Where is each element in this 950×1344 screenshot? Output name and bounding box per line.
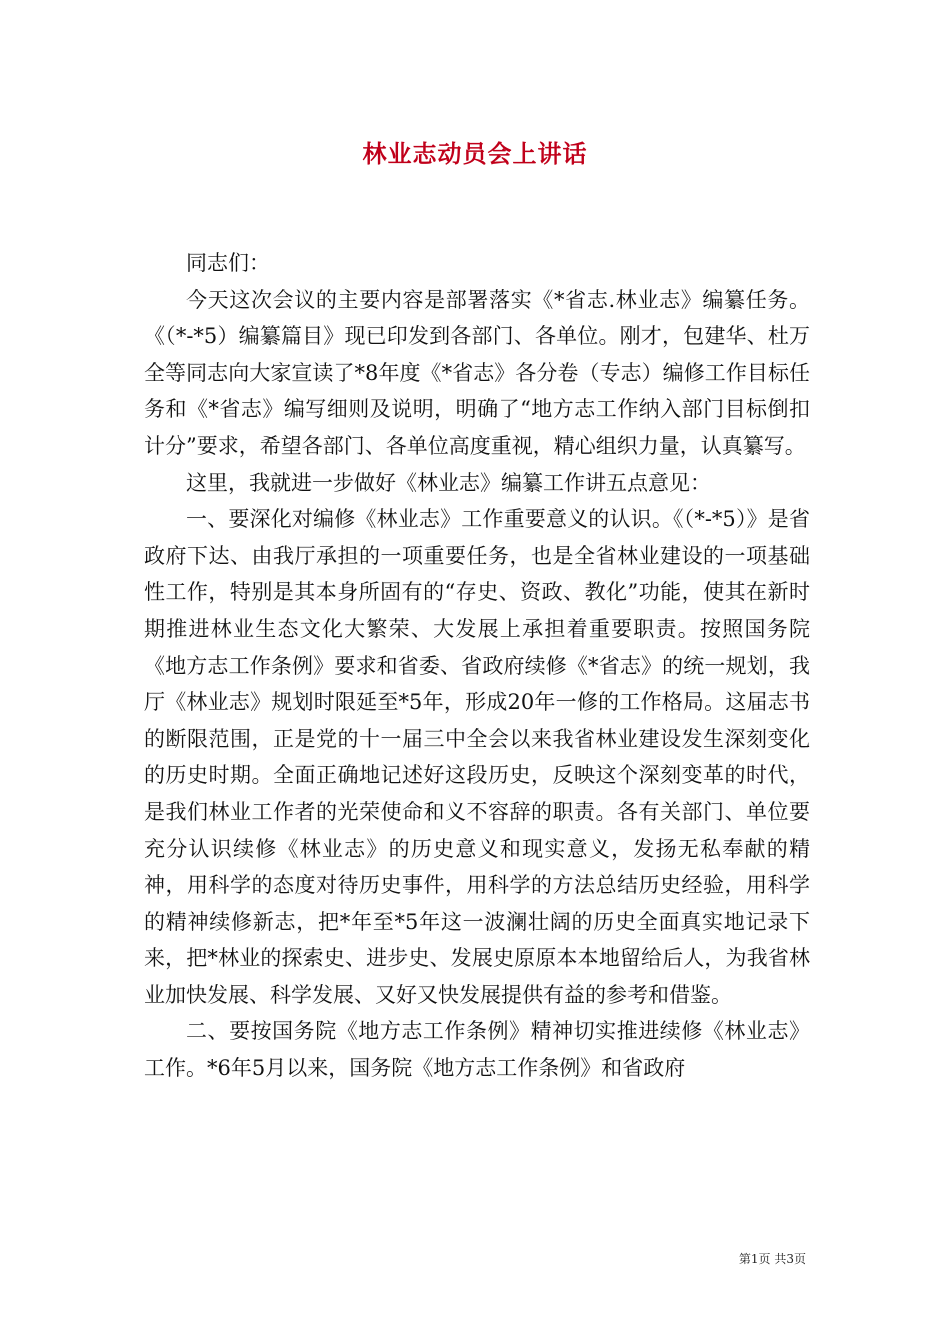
document-body: [144, 245, 810, 1087]
transition-paragraph: 这里，我就进一步做好《林业志》编纂工作讲五点意见：: [186, 470, 711, 495]
point-one-paragraph: 一、要深化对编修《林业志》工作重要意义的认识。《（*-*5）》是省政府下达、由我厅承担的一项重要任务，也是全省林业建设的一项基础性工作，特别是其本身所固有的“存史、资政、教化”功能，使其在新时期推进林业生态文化大繁荣、大发展上承担着重要职责。按照国务院《地方志工作条例》要求和省委、省政府续修《*省志》的统一规划，我厅《林业志》规划时限延至*5年，形成20年一修的工作格局。这届志书的断限范围，正是党的十一届三中全会以来我省林业建设发生深刻变化的历史时期。全面正确地记述好这段历史，反映这个深刻变革的时代，是我们林业工作者的光荣使命和义不容辞的职责。各有关部门、单位要充分认识续修《林业志》的历史意义和现实意义，发扬无私奉献的精神，用科学的态度对待历史事件，用科学的方法总结历史经验，用科学的精神续修新志，把*年至*5年这一波澜壮阔的历史全面真实地记录下来，把*林业的探索史、进步史、发展史原原本本地留给后人，为我省林业加快发展、科学发展、又好又快发展提供有益的参考和借鉴。: [144, 507, 810, 1007]
document-title: 林业志动员会上讲话: [362, 139, 588, 168]
page-number: 第1页 共3页: [738, 1252, 806, 1266]
salutation-paragraph: 同志们：: [186, 251, 270, 275]
point-two-paragraph: 二、要按国务院《地方志工作条例》精神切实推进续修《林业志》工作。*6年5月以来，国务院《地方志工作条例》和省政府: [144, 1019, 810, 1081]
intro-paragraph: 今天这次会议的主要内容是部署落实《*省志.林业志》编纂任务。《（*-*5）编纂篇目》现已印发到各部门、各单位。刚才，包建华、杜万全等同志向大家宣读了*8年度《*省志》各分卷（专志）编修工作目标任务和《*省志》编写细则及说明，明确了“地方志工作纳入部门目标倒扣计分”要求，希望各部门、各单位高度重视，精心组织力量，认真纂写。: [144, 287, 810, 458]
